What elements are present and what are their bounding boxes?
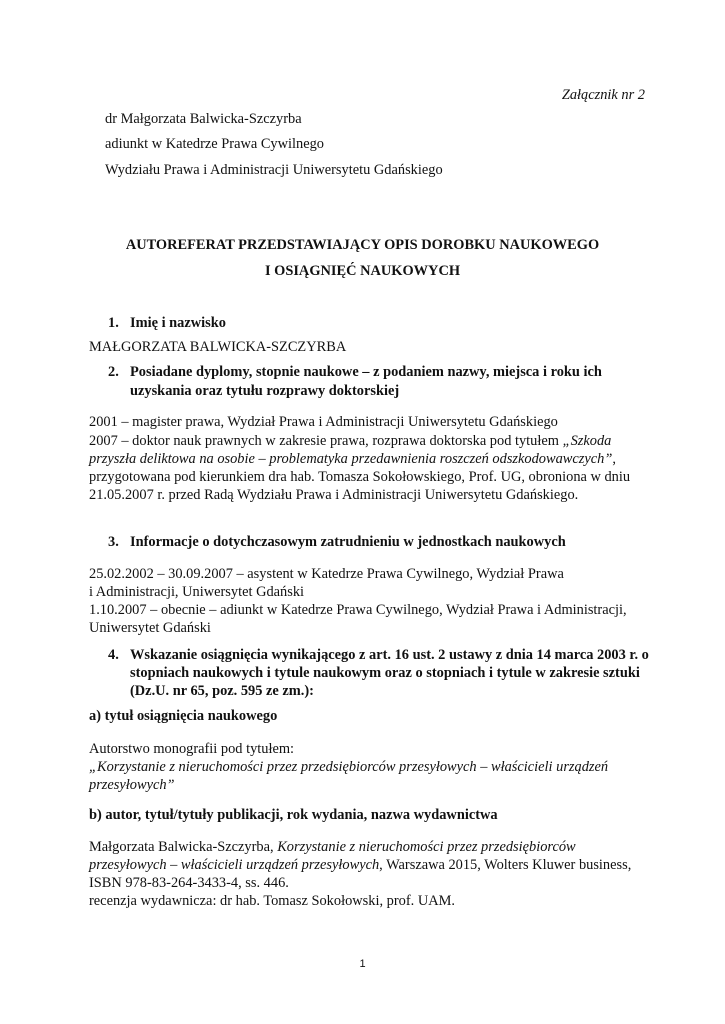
thesis-title-start: „Szkoda bbox=[562, 433, 612, 449]
section2-heading-line1 bbox=[108, 363, 602, 381]
subsection-b-heading: b) autor, tytuł/tytuły publikacji, rok wydania, nazwa wydawnictwa bbox=[89, 807, 498, 823]
section4-number: 4. bbox=[108, 647, 119, 663]
employment-line2: i Administracji, Uniwersytet Gdański bbox=[89, 584, 305, 600]
section4-heading-line2: stopniach naukowych i tytule naukowym oraz o stopniach i tytule w zakresie sztuki bbox=[130, 665, 640, 681]
publication-publisher: , Warszawa 2015, Wolters Kluwer business, bbox=[379, 857, 632, 873]
diploma-line2 bbox=[89, 432, 611, 450]
document-title-line2: I OSIĄGNIĘĆ NAUKOWYCH bbox=[264, 263, 461, 279]
section3-title: Informacje o dotychczasowym zatrudnieniu w jednostkach naukowych bbox=[130, 534, 566, 550]
section1-heading bbox=[108, 314, 226, 332]
full-name: MAŁGORZATA BALWICKA-SZCZYRBA bbox=[89, 339, 347, 355]
publication-review: recenzja wydawnicza: dr hab. Tomasz Sokołowski, prof. UAM. bbox=[89, 893, 455, 909]
monograph-intro: Autorstwo monografii pod tytułem: bbox=[89, 741, 295, 757]
author-faculty: Wydziału Prawa i Administracji Uniwersytetu Gdańskiego bbox=[105, 162, 443, 178]
section2-heading-line2: uzyskania oraz tytułu rozprawy doktorskiej bbox=[130, 383, 400, 399]
page-number: 1 bbox=[359, 958, 366, 970]
author-position: adiunkt w Katedrze Prawa Cywilnego bbox=[105, 136, 324, 152]
diploma-line3 bbox=[89, 450, 616, 468]
publication-isbn: ISBN 978-83-264-3433-4, ss. 446. bbox=[89, 875, 289, 891]
diploma-line1: 2001 – magister prawa, Wydział Prawa i Administracji Uniwersytetu Gdańskiego bbox=[89, 414, 558, 430]
section2-title-line1: Posiadane dyplomy, stopnie naukowe – z podaniem nazwy, miejsca i roku ich bbox=[130, 364, 602, 380]
diploma-line3-comma: , bbox=[612, 451, 616, 467]
employment-line1: 25.02.2002 – 30.09.2007 – asystent w Katedrze Prawa Cywilnego, Wydział Prawa bbox=[89, 566, 564, 582]
monograph-title-line2: przesyłowych” bbox=[89, 777, 175, 793]
section1-number: 1. bbox=[108, 315, 119, 331]
employment-line4: Uniwersytet Gdański bbox=[89, 620, 211, 636]
publication-author: Małgorzata Balwicka-Szczyrba, bbox=[89, 839, 278, 855]
section4-title-line1: Wskazanie osiągnięcia wynikającego z art. 16 ust. 2 ustawy z dnia 14 marca 2003 r. o bbox=[130, 647, 649, 663]
section1-title: Imię i nazwisko bbox=[130, 315, 226, 331]
thesis-title-rest: przyszła deliktowa na osobie – problematyka przedawnienia roszczeń odszkodowawczych” bbox=[89, 451, 613, 467]
diploma-line4: przygotowana pod kierunkiem dra hab. Tomasza Sokołowskiego, Prof. UG, obroniona w dniu bbox=[89, 469, 631, 485]
section3-heading bbox=[108, 533, 566, 551]
diploma-line5: 21.05.2007 r. przed Radą Wydziału Prawa i Administracji Uniwersytetu Gdańskiego. bbox=[89, 487, 579, 503]
section4-heading-line3: (Dz.U. nr 65, poz. 595 ze zm.): bbox=[130, 683, 314, 699]
publication-title-start: Korzystanie z nieruchomości przez przedsiębiorców bbox=[277, 839, 576, 855]
monograph-title-line1: „Korzystanie z nieruchomości przez przedsiębiorców przesyłowych – właścicieli urządzeń bbox=[89, 759, 609, 775]
attachment-label: Załącznik nr 2 bbox=[561, 87, 645, 103]
diploma-line2-text: 2007 – doktor nauk prawnych w zakresie prawa, rozprawa doktorska pod tytułem bbox=[89, 433, 563, 449]
author-name: dr Małgorzata Balwicka-Szczyrba bbox=[105, 111, 302, 127]
subsection-a-heading: a) tytuł osiągnięcia naukowego bbox=[89, 708, 278, 724]
publication-line2 bbox=[89, 856, 631, 874]
publication-line1 bbox=[89, 838, 576, 856]
section3-number: 3. bbox=[108, 534, 119, 550]
document-title-line1: AUTOREFERAT PRZEDSTAWIAJĄCY OPIS DOROBKU NAUKOWEGO bbox=[125, 237, 600, 253]
section2-number: 2. bbox=[108, 364, 119, 380]
publication-title-rest: przesyłowych – właścicieli urządzeń przesyłowych bbox=[89, 857, 380, 873]
section4-heading-line1 bbox=[108, 646, 649, 664]
employment-line3: 1.10.2007 – obecnie – adiunkt w Katedrze Prawa Cywilnego, Wydział Prawa i Administracji, bbox=[89, 602, 627, 618]
